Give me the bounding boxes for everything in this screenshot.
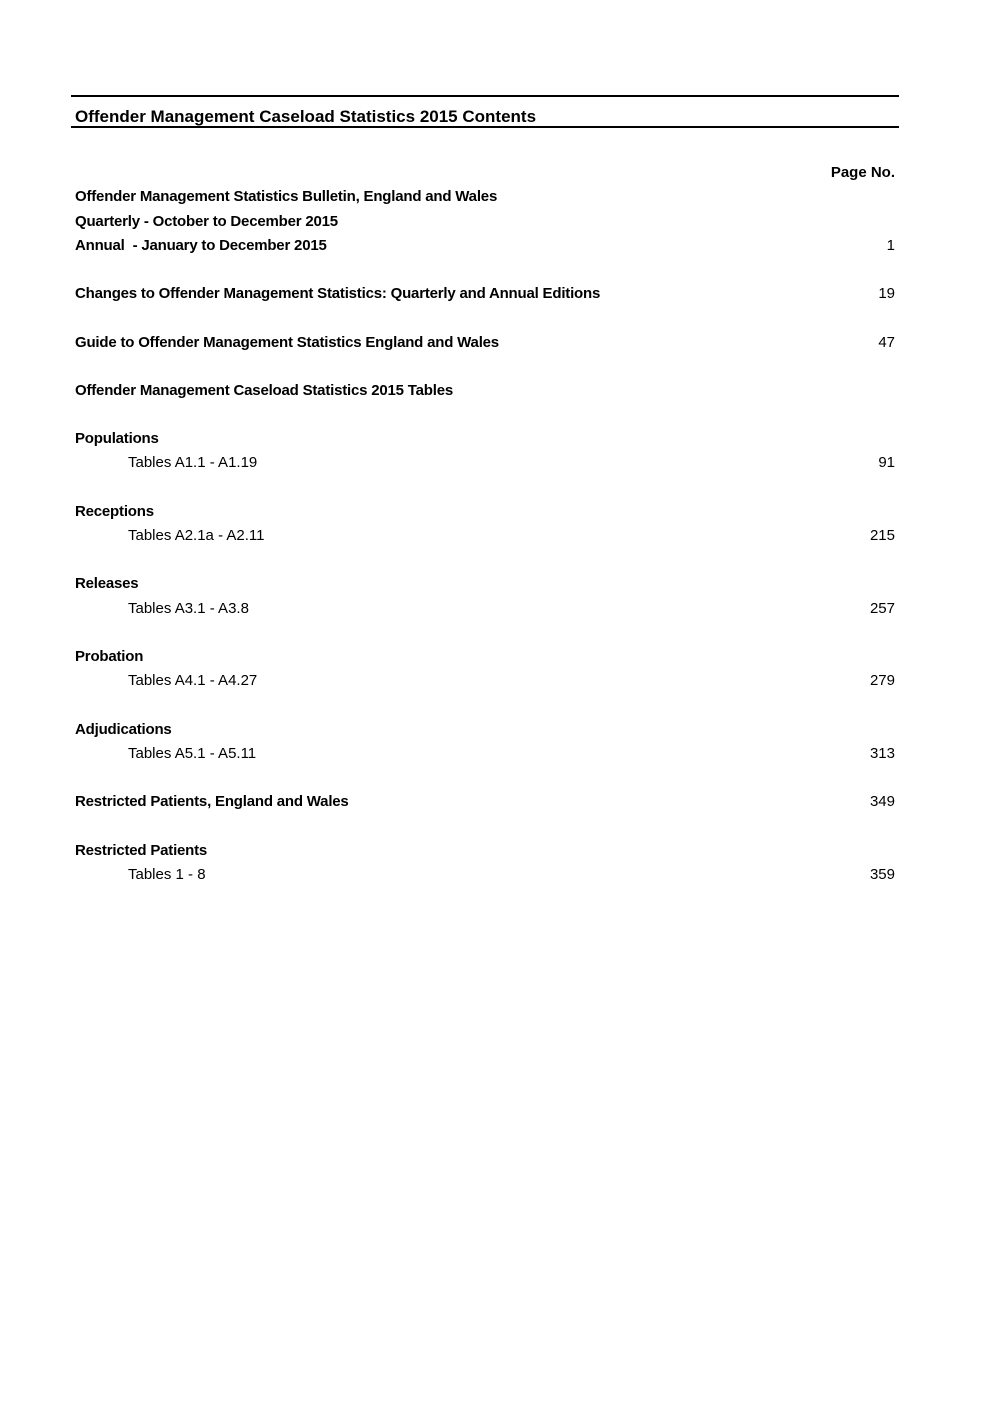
toc-entry[interactable] xyxy=(75,744,895,764)
toc-entry[interactable] xyxy=(75,599,895,619)
toc-entry-label: Guide to Offender Management Statistics England and Wales xyxy=(75,334,499,351)
toc-entry-page: 19 xyxy=(878,285,895,302)
toc-entry-label: Populations xyxy=(75,430,159,447)
toc-entry-label: Quarterly - October to December 2015 xyxy=(75,213,338,230)
toc-section-heading xyxy=(75,841,895,861)
toc-entry-page: 257 xyxy=(869,600,895,617)
toc-section-heading xyxy=(75,502,895,522)
toc-entry-label: Releases xyxy=(75,575,139,592)
toc-entry-label: Restricted Patients xyxy=(75,842,208,859)
toc-entry[interactable] xyxy=(75,865,895,885)
toc-entry-label: Tables A1.1 - A1.19 xyxy=(128,454,258,471)
toc-entry[interactable] xyxy=(75,526,895,546)
toc-entry-page: 313 xyxy=(869,745,895,762)
toc-entry[interactable] xyxy=(75,671,895,691)
toc-entry-label: Tables A3.1 - A3.8 xyxy=(128,600,249,617)
toc-entry-label: Probation xyxy=(75,648,144,665)
toc-section-heading xyxy=(75,720,895,740)
toc-section-heading xyxy=(75,647,895,667)
toc-section-heading xyxy=(75,429,895,449)
toc-entry-page: 91 xyxy=(878,454,895,471)
toc-entry-page: 359 xyxy=(869,866,895,883)
toc-entry-label: Restricted Patients, England and Wales xyxy=(75,793,349,810)
bottom-rule xyxy=(71,126,899,128)
page-no-header-row xyxy=(75,163,895,183)
toc-entry-label: Tables A5.1 - A5.11 xyxy=(128,745,257,762)
toc-entry-label: Offender Management Caseload Statistics 2015 Tables xyxy=(75,382,453,399)
toc-entry[interactable] xyxy=(75,212,895,232)
toc-entry-label: Adjudications xyxy=(75,721,172,738)
toc-entry[interactable] xyxy=(75,792,895,812)
page-title: Offender Management Caseload Statistics 2015 Contents xyxy=(75,107,537,126)
toc-section-heading xyxy=(75,381,895,401)
toc-entry-label: Annual - January to December 2015 xyxy=(75,237,327,254)
page-no-header: Page No. xyxy=(830,164,895,181)
toc-entry-label: Receptions xyxy=(75,503,154,520)
toc-entry[interactable] xyxy=(75,453,895,473)
toc-entry[interactable] xyxy=(75,236,895,256)
toc-entry-page: 47 xyxy=(878,334,895,351)
toc-entry[interactable] xyxy=(75,187,895,207)
toc-entry-page: 215 xyxy=(869,527,895,544)
contents-header xyxy=(71,95,899,128)
toc-entry-label: Tables A2.1a - A2.11 xyxy=(128,527,265,544)
toc-entry-page: 349 xyxy=(869,793,895,810)
toc-entry-label: Tables A4.1 - A4.27 xyxy=(128,672,258,689)
toc-entry-label: Tables 1 - 8 xyxy=(128,866,206,883)
toc-entry-page: 1 xyxy=(886,237,895,254)
toc-entry[interactable] xyxy=(75,333,895,353)
toc-entry-label: Offender Management Statistics Bulletin, England and Wales xyxy=(75,188,498,205)
toc-entry-page: 279 xyxy=(869,672,895,689)
toc-entry-label: Changes to Offender Management Statistics: Quarterly and Annual Editions xyxy=(75,285,601,302)
toc-section-heading xyxy=(75,574,895,594)
toc-entry[interactable] xyxy=(75,284,895,304)
